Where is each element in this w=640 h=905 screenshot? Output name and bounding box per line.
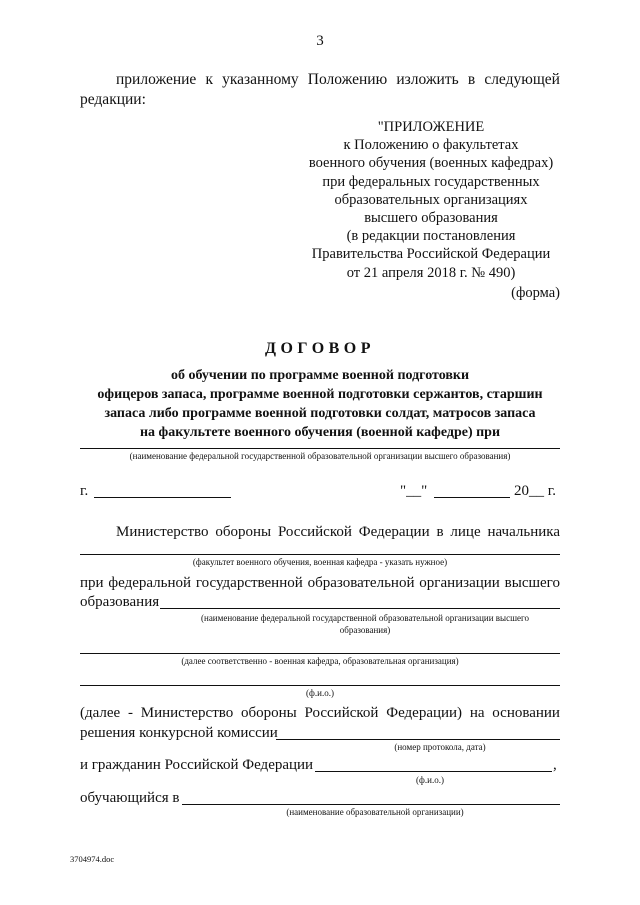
document-subtitle bbox=[70, 366, 570, 442]
intro-word: изложить bbox=[396, 71, 459, 88]
intro-word: в bbox=[467, 71, 476, 88]
page-number: 3 bbox=[316, 33, 324, 49]
approval-line: (в редакции постановления bbox=[346, 228, 516, 245]
body-word: Министерство bbox=[140, 705, 234, 721]
form-label: (форма) bbox=[511, 285, 560, 301]
body-word: основании bbox=[492, 705, 560, 721]
subtitle-line: запаса либо программе военной подготовки солдат, матросов запаса bbox=[104, 406, 536, 421]
abbrev-hint: (далее соответственно - военная кафедра, образовательная организация) bbox=[181, 656, 459, 666]
intro-word: следующей bbox=[484, 71, 560, 88]
approval-line: от 21 апреля 2018 г. № 490) bbox=[346, 264, 516, 281]
body-word: Федерации) bbox=[386, 705, 463, 721]
fio-hint-2: (ф.и.о.) bbox=[416, 775, 444, 785]
citizen-comma: , bbox=[553, 757, 557, 773]
approval-line: высшего образования bbox=[364, 210, 498, 227]
body-word: Российской bbox=[277, 524, 352, 540]
city-blank[interactable] bbox=[94, 497, 231, 498]
citizen-name-blank[interactable] bbox=[315, 771, 552, 772]
intro-word: Положению bbox=[307, 71, 388, 88]
body-word: начальника bbox=[487, 524, 560, 540]
document-title: ДОГОВОР bbox=[264, 340, 376, 357]
body-word: федеральной bbox=[108, 575, 192, 591]
further-line bbox=[80, 705, 560, 722]
protocol-hint: (номер протокола, дата) bbox=[394, 742, 486, 752]
body-word: лице bbox=[450, 524, 481, 540]
body-word: Министерство bbox=[116, 524, 209, 540]
body-word: Федерации bbox=[358, 524, 430, 540]
approval-block bbox=[300, 118, 562, 282]
intro-line-2: редакции: bbox=[80, 91, 146, 108]
org-name-blank-2[interactable] bbox=[160, 608, 560, 609]
education-label: образования bbox=[80, 594, 160, 610]
intro-word: приложение bbox=[116, 71, 197, 88]
body-word: в bbox=[436, 524, 444, 540]
federal-line bbox=[80, 575, 560, 592]
body-word: организации bbox=[419, 575, 500, 591]
edu-org-blank[interactable] bbox=[182, 804, 560, 805]
fio-hint-1: (ф.и.о.) bbox=[306, 688, 334, 698]
protocol-blank[interactable] bbox=[276, 739, 560, 740]
body-word: при bbox=[80, 575, 104, 591]
ministry-line bbox=[116, 524, 560, 541]
body-word: обороны bbox=[215, 524, 272, 540]
org-name-hint: (наименование федеральной государственной образовательной организации высшего образования) bbox=[129, 451, 511, 461]
subtitle-line: на факультете военного обучения (военной кафедре) при bbox=[139, 425, 501, 440]
edu-org-hint: (наименование образовательной организации) bbox=[286, 807, 464, 817]
body-word: высшего bbox=[504, 575, 560, 591]
body-word: - bbox=[127, 705, 133, 721]
approval-line: "ПРИЛОЖЕНИЕ bbox=[377, 119, 485, 135]
intro-word: указанному bbox=[222, 71, 299, 88]
approval-line: образовательных организациях bbox=[334, 191, 528, 208]
approval-line: военного обучения (военных кафедрах) bbox=[308, 155, 554, 172]
org-name-blank[interactable] bbox=[80, 448, 560, 449]
org-name-hint-2: (наименование федеральной государственной образовательной организации высшего образования) bbox=[201, 613, 529, 635]
body-word: (далее bbox=[80, 705, 121, 721]
city-prefix: г. bbox=[80, 483, 89, 499]
intro-word: к bbox=[205, 71, 213, 88]
body-word: образовательной bbox=[307, 575, 415, 591]
body-word: Российской bbox=[304, 705, 379, 721]
abbrev-blank[interactable] bbox=[80, 653, 560, 654]
footer-doc-code: 3704974.doc bbox=[70, 854, 115, 864]
body-word: обороны bbox=[241, 705, 297, 721]
faculty-blank[interactable] bbox=[80, 554, 560, 555]
date-day: "__" bbox=[400, 483, 428, 499]
fio-blank-1[interactable] bbox=[80, 685, 560, 686]
approval-line: при федеральных государственных bbox=[322, 173, 540, 190]
body-word: государственной bbox=[195, 575, 303, 591]
subtitle-line: об обучении по программе военной подготовки bbox=[170, 368, 470, 383]
subtitle-line: офицеров запаса, программе военной подготовки сержантов, старшин bbox=[97, 387, 543, 402]
date-year: 20__ г. bbox=[514, 483, 556, 499]
commission-label: решения конкурсной комиссии bbox=[80, 725, 278, 741]
faculty-hint: (факультет военного обучения, военная кафедра - указать нужное) bbox=[192, 557, 448, 567]
body-word: на bbox=[469, 705, 485, 721]
intro-line-1 bbox=[116, 71, 560, 89]
date-month-blank[interactable] bbox=[434, 497, 510, 498]
citizen-label: и гражданин Российской Федерации bbox=[80, 757, 314, 773]
student-label: обучающийся в bbox=[80, 790, 180, 806]
approval-line: к Положению о факультетах bbox=[343, 137, 519, 154]
approval-line: Правительства Российской Федерации bbox=[311, 246, 551, 263]
